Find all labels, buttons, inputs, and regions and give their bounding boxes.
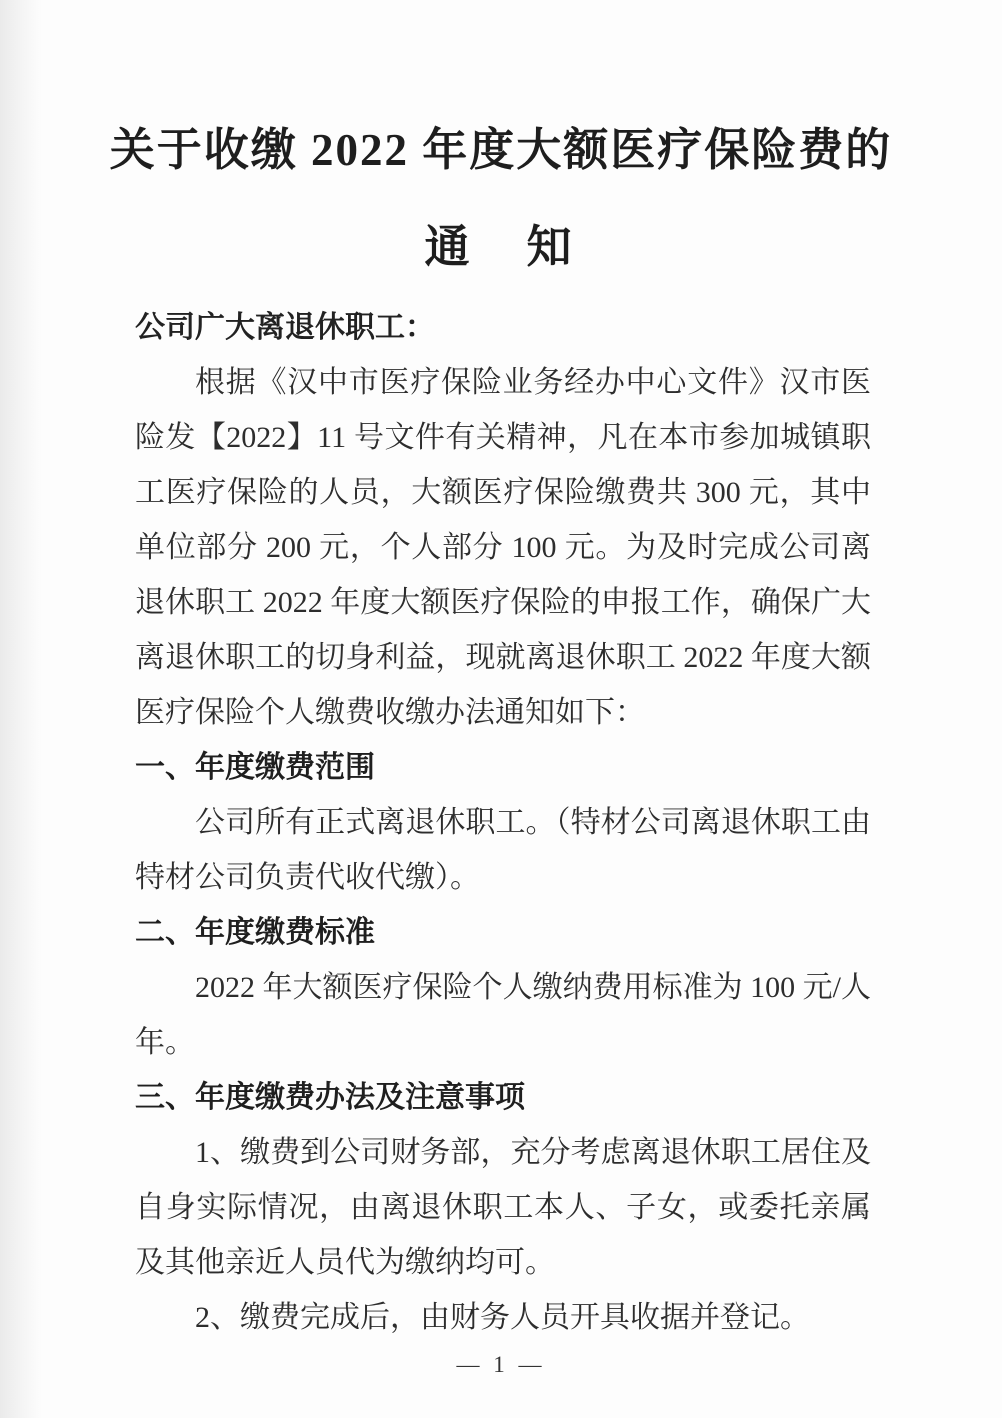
document-body <box>135 300 871 1345</box>
section-heading-3: 三、年度缴费办法及注意事项 <box>135 1081 525 1114</box>
paragraph-standard: 2022 年大额医疗保险个人缴纳费用标准为 100 元/人年。 <box>135 971 871 1059</box>
section-heading-2: 二、年度缴费标准 <box>135 916 375 949</box>
paragraph-method-item1: 1、缴费到公司财务部，充分考虑离退休职工居住及自身实际情况，由离退休职工本人、子女，或委托亲属及其他亲近人员代为缴纳均可。 <box>135 1136 871 1279</box>
salutation: 公司广大离退休职工： <box>135 311 435 344</box>
paragraph-intro: 根据《汉中市医疗保险业务经办中心文件》汉市医险发【2022】11 号文件有关精神，凡在本市参加城镇职工医疗保险的人员，大额医疗保险缴费共 300 元，其中单位部分 200 元，个人部分 100 元。为及时完成公司离退休职工 2022 年度大额医疗保险的申报工作，确保广大离退休职工的切身利益，现就离退休职工 2022 年度大额医疗保险个人缴费收缴办法通知如下： <box>135 366 871 729</box>
paragraph-scope: 公司所有正式离退休职工。（特材公司离退休职工由特材公司负责代收代缴）。 <box>135 806 871 894</box>
title-block <box>0 125 1002 272</box>
page-number: — 1 — <box>456 1352 546 1377</box>
paragraph-method-item2: 2、缴费完成后，由财务人员开具收据并登记。 <box>195 1301 810 1334</box>
document-title-line1: 关于收缴 2022 年度大额医疗保险费的 <box>109 125 893 175</box>
document-title-line2: 通 知 <box>424 222 578 272</box>
section-heading-1: 一、年度缴费范围 <box>135 751 375 784</box>
